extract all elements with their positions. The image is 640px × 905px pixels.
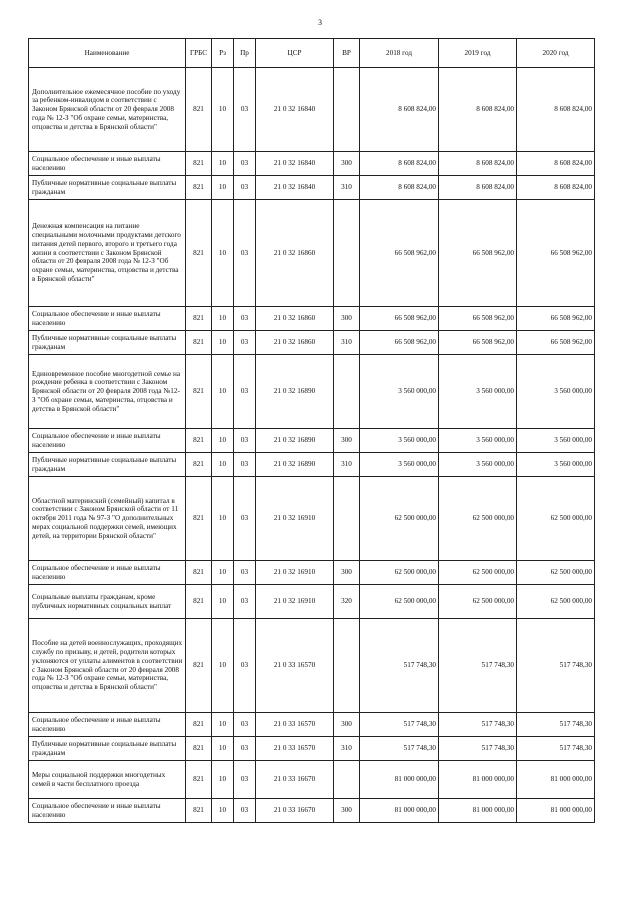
row-vr: 310 [334,737,360,761]
row-vr [334,619,360,713]
row-grbs: 821 [186,799,212,823]
row-value-2020: 3 560 000,00 [517,355,595,429]
row-csr: 21 0 33 16570 [256,713,334,737]
row-pr: 03 [234,477,256,561]
row-name: Меры социальной поддержки многодетных семей в части бесплатного проезда [29,761,186,799]
row-vr: 300 [334,713,360,737]
row-vr: 310 [334,331,360,355]
row-pr: 03 [234,761,256,799]
row-name: Публичные нормативные социальные выплаты гражданам [29,737,186,761]
header-2020: 2020 год [517,39,595,68]
row-value-2018: 66 508 962,00 [360,307,439,331]
row-name: Социальное обеспечение и иные выплаты населению [29,307,186,331]
row-rz: 10 [212,761,234,799]
row-value-2020: 62 500 000,00 [517,561,595,585]
row-pr: 03 [234,619,256,713]
row-value-2018: 8 608 824,00 [360,176,439,200]
row-name: Публичные нормативные социальные выплаты гражданам [29,453,186,477]
row-value-2019: 517 748,30 [439,737,517,761]
row-value-2018: 62 500 000,00 [360,585,439,619]
row-value-2018: 81 000 000,00 [360,799,439,823]
row-value-2019: 8 608 824,00 [439,176,517,200]
row-name: Дополнительное ежемесячное пособие по уходу за ребенком-инвалидом в соответствии с Законом Брянской области от 20 февраля 2008 года № 12-З "Об охране семьи, материнства, отцовства и детства в Брянской области" [29,68,186,152]
table-row [29,68,595,152]
row-name: Публичные нормативные социальные выплаты гражданам [29,176,186,200]
table-row [29,799,595,823]
row-rz: 10 [212,713,234,737]
row-name: Социальное обеспечение и иные выплаты населению [29,152,186,176]
table-row [29,561,595,585]
row-vr: 300 [334,152,360,176]
row-pr: 03 [234,737,256,761]
row-value-2020: 66 508 962,00 [517,307,595,331]
row-grbs: 821 [186,152,212,176]
row-grbs: 821 [186,307,212,331]
row-vr: 320 [334,585,360,619]
row-vr [334,761,360,799]
row-csr: 21 0 33 16570 [256,737,334,761]
row-pr: 03 [234,799,256,823]
row-grbs: 821 [186,355,212,429]
table-row [29,307,595,331]
page-number: 3 [318,18,322,27]
row-csr: 21 0 32 16890 [256,453,334,477]
row-value-2019: 3 560 000,00 [439,453,517,477]
row-csr: 21 0 32 16840 [256,68,334,152]
table-header [29,39,595,68]
table-row [29,152,595,176]
row-value-2019: 62 500 000,00 [439,585,517,619]
header-2018: 2018 год [360,39,439,68]
row-grbs: 821 [186,176,212,200]
row-rz: 10 [212,152,234,176]
row-name: Социальное обеспечение и иные выплаты населению [29,429,186,453]
header-vr: ВР [334,39,360,68]
row-pr: 03 [234,307,256,331]
row-value-2020: 517 748,30 [517,713,595,737]
row-rz: 10 [212,355,234,429]
row-vr: 310 [334,453,360,477]
row-value-2018: 81 000 000,00 [360,761,439,799]
row-value-2019: 517 748,30 [439,619,517,713]
row-value-2018: 66 508 962,00 [360,331,439,355]
row-value-2020: 3 560 000,00 [517,453,595,477]
row-value-2020: 62 500 000,00 [517,585,595,619]
row-rz: 10 [212,429,234,453]
row-value-2020: 81 000 000,00 [517,799,595,823]
row-value-2020: 8 608 824,00 [517,176,595,200]
row-name: Областной материнский (семейный) капитал в соответствии с Законом Брянской области от 11 октября 2011 года № 97-З "О дополнительных мерах социальной поддержки семей, имеющих детей, на территории Брянской области" [29,477,186,561]
row-pr: 03 [234,453,256,477]
header-pr: Пр [234,39,256,68]
row-csr: 21 0 32 16860 [256,200,334,307]
table-row [29,355,595,429]
row-grbs: 821 [186,429,212,453]
row-value-2019: 62 500 000,00 [439,561,517,585]
row-pr: 03 [234,200,256,307]
row-name: Публичные нормативные социальные выплаты гражданам [29,331,186,355]
row-grbs: 821 [186,477,212,561]
row-csr: 21 0 32 16860 [256,307,334,331]
row-pr: 03 [234,68,256,152]
row-vr [334,355,360,429]
row-value-2018: 62 500 000,00 [360,477,439,561]
row-value-2020: 66 508 962,00 [517,331,595,355]
row-rz: 10 [212,68,234,152]
row-grbs: 821 [186,737,212,761]
row-vr [334,68,360,152]
row-rz: 10 [212,453,234,477]
row-value-2019: 8 608 824,00 [439,152,517,176]
row-csr: 21 0 32 16910 [256,477,334,561]
row-rz: 10 [212,477,234,561]
row-value-2019: 3 560 000,00 [439,355,517,429]
row-value-2019: 3 560 000,00 [439,429,517,453]
row-pr: 03 [234,585,256,619]
row-name: Единовременное пособие многодетной семье на рождение ребенка в соответствии с Законом Брянской области от 20 февраля 2008 года №12-З "Об охране семьи, материнства, отцовства и детства в Брянской области" [29,355,186,429]
row-value-2020: 81 000 000,00 [517,761,595,799]
table-row [29,176,595,200]
row-value-2018: 3 560 000,00 [360,453,439,477]
row-csr: 21 0 32 16910 [256,585,334,619]
row-vr: 300 [334,429,360,453]
table-row [29,200,595,307]
row-value-2020: 8 608 824,00 [517,68,595,152]
row-vr: 300 [334,307,360,331]
row-rz: 10 [212,200,234,307]
row-value-2018: 3 560 000,00 [360,355,439,429]
table-row [29,477,595,561]
row-value-2020: 517 748,30 [517,619,595,713]
row-csr: 21 0 32 16910 [256,561,334,585]
row-value-2018: 517 748,30 [360,713,439,737]
row-value-2019: 8 608 824,00 [439,68,517,152]
row-value-2019: 66 508 962,00 [439,331,517,355]
row-grbs: 821 [186,761,212,799]
row-grbs: 821 [186,68,212,152]
row-value-2020: 8 608 824,00 [517,152,595,176]
row-value-2018: 517 748,30 [360,619,439,713]
row-name: Социальное обеспечение и иные выплаты населению [29,561,186,585]
row-pr: 03 [234,355,256,429]
header-rz: Рз [212,39,234,68]
row-grbs: 821 [186,619,212,713]
row-value-2020: 3 560 000,00 [517,429,595,453]
row-name: Социальные выплаты гражданам, кроме публичных нормативных социальных выплат [29,585,186,619]
row-rz: 10 [212,307,234,331]
row-name: Социальное обеспечение и иные выплаты населению [29,799,186,823]
row-vr [334,477,360,561]
row-grbs: 821 [186,200,212,307]
row-pr: 03 [234,561,256,585]
row-rz: 10 [212,331,234,355]
row-value-2018: 62 500 000,00 [360,561,439,585]
row-value-2019: 62 500 000,00 [439,477,517,561]
row-csr: 21 0 32 16860 [256,331,334,355]
header-name: Наименование [29,39,186,68]
row-rz: 10 [212,799,234,823]
header-2019: 2019 год [439,39,517,68]
row-value-2020: 62 500 000,00 [517,477,595,561]
row-grbs: 821 [186,453,212,477]
header-grbs: ГРБС [186,39,212,68]
row-value-2020: 66 508 962,00 [517,200,595,307]
row-pr: 03 [234,331,256,355]
row-grbs: 821 [186,331,212,355]
header-csr: ЦСР [256,39,334,68]
row-value-2018: 3 560 000,00 [360,429,439,453]
row-value-2019: 517 748,30 [439,713,517,737]
row-grbs: 821 [186,713,212,737]
table-row [29,585,595,619]
row-pr: 03 [234,713,256,737]
row-value-2018: 8 608 824,00 [360,68,439,152]
row-csr: 21 0 33 16570 [256,619,334,713]
table-row [29,453,595,477]
row-vr: 310 [334,176,360,200]
row-pr: 03 [234,152,256,176]
row-csr: 21 0 32 16890 [256,355,334,429]
row-value-2018: 66 508 962,00 [360,200,439,307]
table-body [29,68,595,823]
table-row [29,619,595,713]
row-pr: 03 [234,176,256,200]
row-name: Денежная компенсация на питание специальными молочными продуктами детского питания детей первого, второго и третьего года жизни в соответствии с Законом Брянской области от 20 февраля 2008 года № 12-З "Об охране семьи, материнства, отцовства и детства в Брянской области" [29,200,186,307]
row-value-2019: 66 508 962,00 [439,307,517,331]
row-csr: 21 0 32 16890 [256,429,334,453]
row-vr [334,200,360,307]
row-csr: 21 0 33 16670 [256,799,334,823]
row-rz: 10 [212,737,234,761]
budget-table [28,38,595,823]
row-value-2019: 66 508 962,00 [439,200,517,307]
row-pr: 03 [234,429,256,453]
table-row [29,761,595,799]
row-csr: 21 0 32 16840 [256,176,334,200]
row-vr: 300 [334,799,360,823]
row-name: Социальное обеспечение и иные выплаты населению [29,713,186,737]
row-vr: 300 [334,561,360,585]
row-value-2019: 81 000 000,00 [439,761,517,799]
row-csr: 21 0 32 16840 [256,152,334,176]
row-name: Пособие на детей военнослужащих, проходящих службу по призыву, и детей, родители которых уклоняются от уплаты алиментов в соответствии с Законом Брянской области от 20 февраля 2008 года № 12-З "Об охране семьи, материнства, отцовства и детства в Брянской области" [29,619,186,713]
table-row [29,737,595,761]
row-value-2019: 81 000 000,00 [439,799,517,823]
row-rz: 10 [212,176,234,200]
header-row [29,39,595,68]
row-value-2018: 8 608 824,00 [360,152,439,176]
row-rz: 10 [212,561,234,585]
table-row [29,331,595,355]
table-row [29,429,595,453]
row-csr: 21 0 33 16670 [256,761,334,799]
row-grbs: 821 [186,561,212,585]
row-rz: 10 [212,585,234,619]
row-grbs: 821 [186,585,212,619]
row-rz: 10 [212,619,234,713]
table-row [29,713,595,737]
row-value-2020: 517 748,30 [517,737,595,761]
row-value-2018: 517 748,30 [360,737,439,761]
